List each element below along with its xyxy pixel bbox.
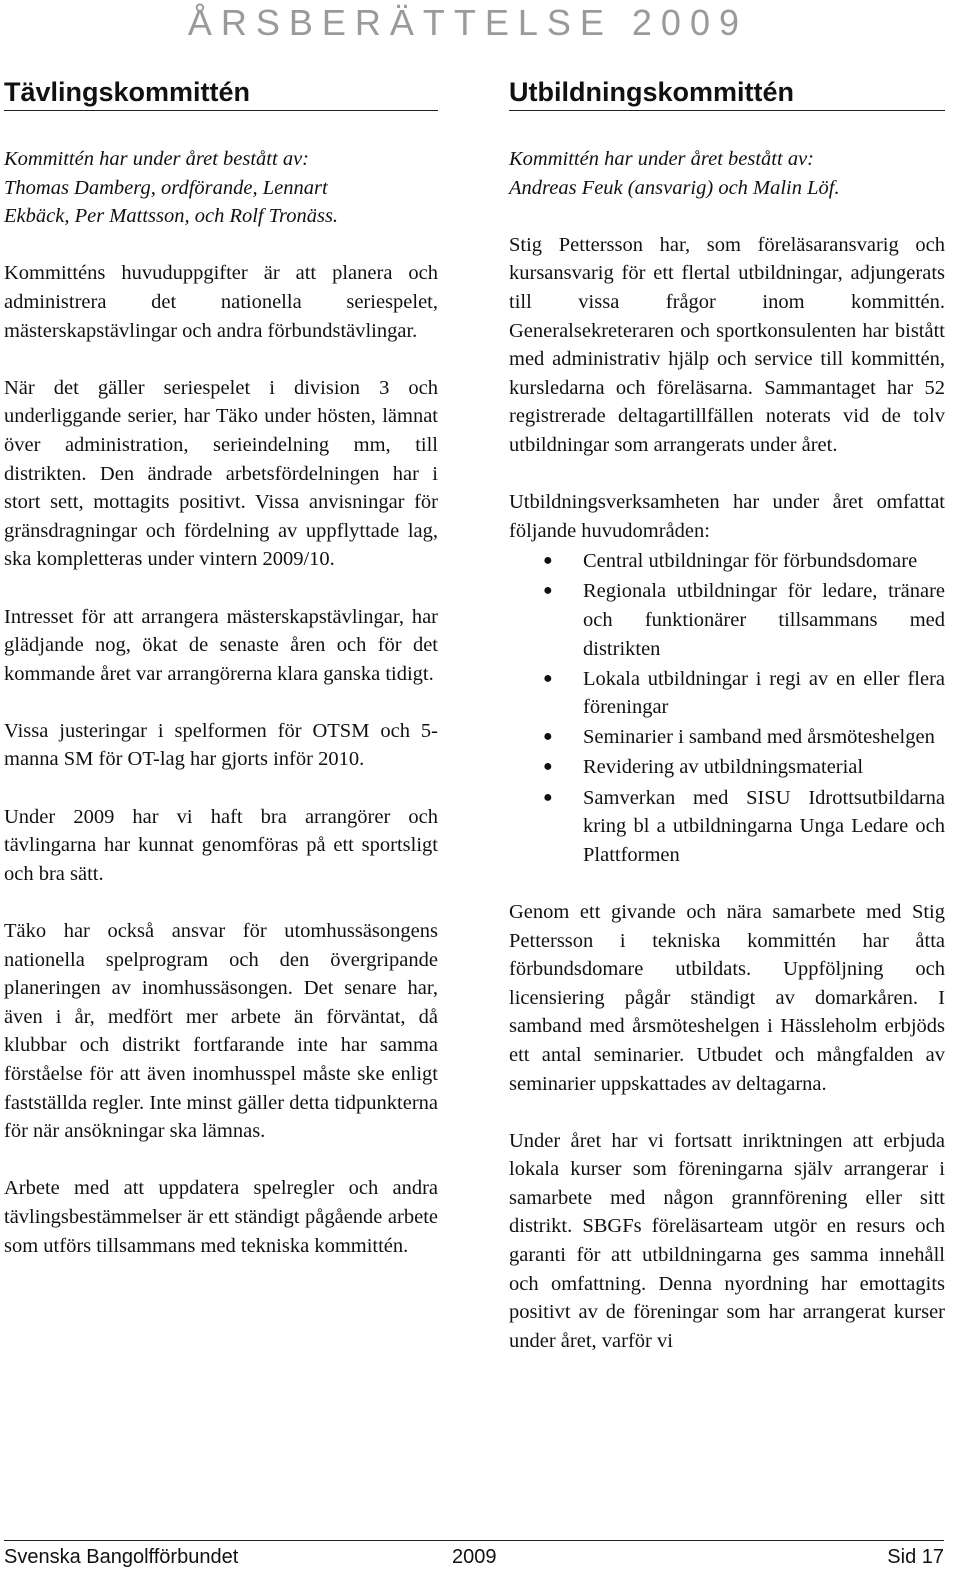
list-item	[509, 547, 945, 576]
bullet-icon: ●	[543, 582, 553, 600]
list-item	[509, 753, 945, 782]
right-column	[509, 76, 945, 1355]
paragraph: Vissa justeringar i spelformen för OTSM och 5-manna SM för OT-lag har gjorts inför 2010.	[4, 719, 438, 771]
bullet-icon: ●	[543, 552, 553, 570]
footer-year: 2009	[452, 1546, 497, 1568]
paragraph: Under året har vi fortsatt inriktningen att erbjuda lokala kurser som föreningarna själv arrangerar i samarbete med någon grannförening eller sitt distrikt. SBGFs föreläsarteam utgör en resurs och garanti för att utbildningarna ges samma innehåll och omfattning. Denna nyordning har emottagits positivt av de föreningar som har arrangerat kurser under året, varför vi	[509, 1129, 945, 1352]
paragraph: Under 2009 har vi haft bra arrangörer och tävlingarna har kunnat genomföras på ett sportsligt och bra sätt.	[4, 805, 438, 885]
bullet-icon: ●	[543, 758, 553, 776]
document-header-title: ÅRSBERÄTTELSE 2009	[187, 2, 748, 43]
page-footer	[4, 1540, 944, 1573]
list-item-text: Regionala utbildningar för ledare, tränare och funktionärer tillsammans med distrikten	[583, 580, 945, 660]
intro-line: Ekbäck, Per Mattsson, och Rolf Tronäss.	[4, 205, 339, 228]
list-item	[509, 665, 945, 722]
bullet-icon: ●	[543, 788, 553, 806]
list-item	[509, 723, 945, 752]
list-item	[509, 784, 945, 870]
left-column	[4, 76, 438, 1260]
footer-organization: Svenska Bangolfförbundet	[4, 1546, 239, 1568]
intro-line: Kommittén har under året bestått av:	[509, 148, 814, 170]
section-heading-tavlingskommitten: Tävlingskommittén	[4, 76, 438, 111]
footer-page-number: Sid 17	[887, 1546, 944, 1568]
list-item-text: Revidering av utbildningsmaterial	[583, 756, 864, 779]
committee-members-intro	[509, 145, 945, 202]
paragraph: Kommitténs huvuduppgifter är att planera och administrera det nationella seriespelet, mästerskapstävlingar och andra förbundstävlingar.	[4, 262, 438, 342]
committee-members-intro	[4, 145, 438, 231]
list-item-text: Seminarier i samband med årsmöteshelgen	[583, 726, 935, 749]
paragraph: Täko har också ansvar för utomhussäsongens nationella spelprogram och den övergripande planeringen av inomhussäsongen. Det senare har, även i år, medfört mer arbete än förväntat, då klubbar och distrikt fortfarande inte har samma förståelse för att även inomhusspel måste ske enligt fastställda regler. Inte minst gäller detta tidpunkterna för när ansökningar ska lämnas.	[4, 920, 438, 1143]
paragraph: Genom ett givande och nära samarbete med Stig Pettersson i tekniska kommittén har åtta förbundsdomare utbildats. Uppföljning och licensiering pågår ständigt av domarkåren. I samband med årsmöteshelgen i Hässleholm erbjöds ett antal seminarier. Utbudet och mångfalden av seminarier uppskattades av deltagarna.	[509, 900, 945, 1095]
paragraph: Arbete med att uppdatera spelregler och andra tävlingsbestämmelser är ett ständigt pågående arbete som utförs tillsammans med tekniska kommittén.	[4, 1177, 438, 1257]
intro-line: Kommittén har under året bestått av:	[4, 148, 309, 170]
list-item-text: Central utbildningar för förbundsdomare	[583, 550, 918, 573]
list-item-text: Samverkan med SISU Idrottsutbildarna kring bl a utbildningarna Unga Ledare och Plattformen	[583, 786, 945, 866]
bullet-icon: ●	[543, 728, 553, 746]
paragraph: Stig Pettersson har, som föreläsaransvarig och kursansvarig för ett flertal utbildningar, adjungerats till vissa frågor inom kommittén. Generalsekreteraren och sportkonsulenten har bistått med administrativ hjälp och service till kommittén, kursledarna och föreläsarna. Sammantaget har 52 registrerade deltagartillfällen noterats vid de tolv utbildningar som arrangerats under året.	[509, 233, 945, 456]
bullet-list	[509, 547, 945, 869]
intro-line: Andreas Feuk (ansvarig) och Malin Löf.	[509, 176, 840, 199]
section-heading-utbildningskommitten: Utbildningskommittén	[509, 76, 945, 111]
intro-line: Thomas Damberg, ordförande, Lennart	[4, 176, 328, 199]
paragraph: Intresset för att arrangera mästerskapstävlingar, har glädjande nog, ökat de senaste åren och för det kommande året var arrangörerna klara ganska tidigt.	[4, 605, 438, 685]
paragraph: När det gäller seriespelet i division 3 och underliggande serier, har Täko under hösten, lämnat över administration, serieindelning mm, till distrikten. Den ändrade arbetsfördelningen har i stort sett, mottagits positivt. Vissa anvisningar för gränsdragningar och fördelning av uppflyttade lag, ska kompletteras under vintern 2009/10.	[4, 376, 438, 571]
list-item	[509, 577, 945, 663]
list-item-text: Lokala utbildningar i regi av en eller flera föreningar	[583, 667, 945, 719]
paragraph: Utbildningsverksamheten har under året omfattat följande huvudområden:	[509, 491, 945, 542]
bullet-icon: ●	[543, 669, 553, 687]
